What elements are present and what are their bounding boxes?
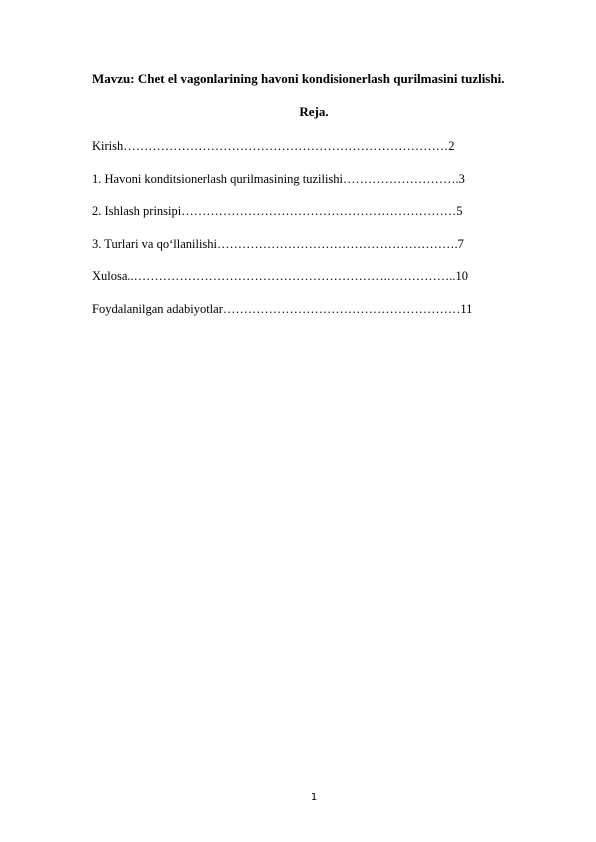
toc-item: Xulosa..…………………………………………………….……………..10 bbox=[92, 269, 469, 283]
document-title: Mavzu: Chet el vagonlarining havoni kondisionerlash qurilmasini tuzlishi. bbox=[92, 71, 505, 86]
toc-item: Kirish……………………………………………………………………2 bbox=[92, 139, 455, 153]
toc-item: 1. Havoni konditsionerlash qurilmasining tuzilishi……………………….3 bbox=[92, 171, 465, 186]
toc-item: 3. Turlari va qo‘llanilishi………………………………………………….7 bbox=[92, 236, 464, 251]
plan-heading: Reja. bbox=[299, 104, 329, 119]
page-number: 1 bbox=[310, 792, 318, 803]
toc-item: 2. Ishlash prinsipi…………………………………………………………5 bbox=[92, 204, 463, 218]
toc-item: Foydalanilgan adabiyotlar…………………………………………………11 bbox=[92, 301, 473, 316]
table-of-contents bbox=[92, 138, 472, 333]
